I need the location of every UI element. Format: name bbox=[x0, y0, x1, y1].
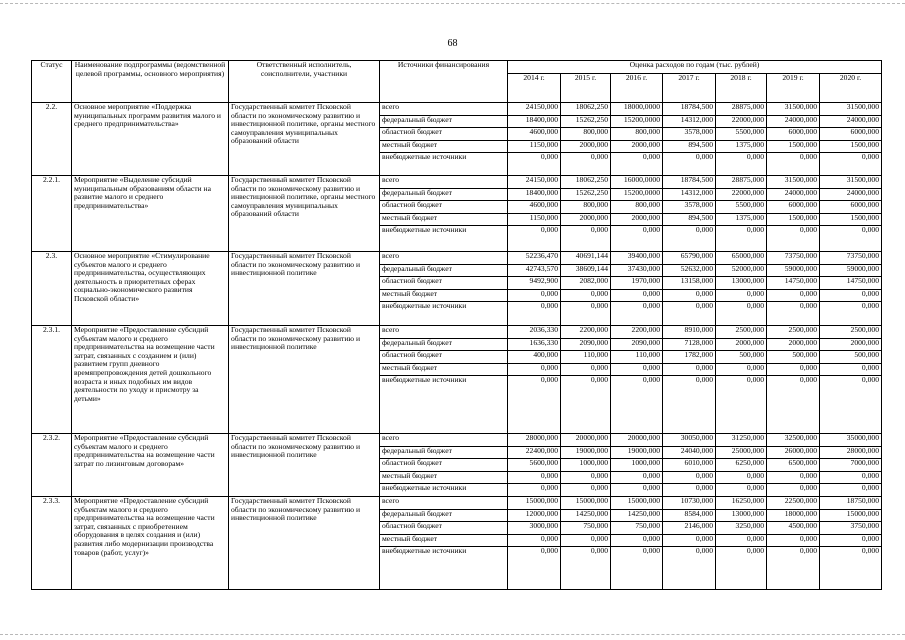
amount-cell: 0,000 bbox=[611, 364, 663, 376]
amount-cell: 2090,000 bbox=[611, 339, 663, 351]
amount-cell: 7128,000 bbox=[663, 339, 716, 351]
amount-cell: 3578,000 bbox=[663, 201, 716, 214]
amount-cell: 3250,000 bbox=[716, 522, 767, 535]
amount-cell: 0,000 bbox=[611, 290, 663, 302]
amount-cell: 0,000 bbox=[767, 484, 820, 497]
source-cell: областной бюджет bbox=[380, 522, 508, 535]
amount-cell: 22400,000 bbox=[508, 447, 561, 459]
amount-cell: 1500,000 bbox=[767, 214, 820, 226]
amount-cell: 0,000 bbox=[561, 472, 611, 484]
source-cell: федеральный бюджет bbox=[380, 265, 508, 277]
amount-cell: 18400,000 bbox=[508, 116, 561, 128]
executor-cell: Государственный комитет Псковской области по экономическому развитию и инвестиционной политике bbox=[229, 434, 380, 497]
amount-cell: 18400,000 bbox=[508, 189, 561, 201]
amount-cell: 4600,000 bbox=[508, 128, 561, 141]
amount-cell: 28000,000 bbox=[820, 447, 882, 459]
amount-cell: 0,000 bbox=[611, 302, 663, 326]
amount-cell: 73750,000 bbox=[767, 252, 820, 265]
amount-cell: 0,000 bbox=[508, 290, 561, 302]
amount-cell: 52000,000 bbox=[716, 265, 767, 277]
amount-cell: 22000,000 bbox=[716, 189, 767, 201]
table-row bbox=[32, 434, 882, 447]
amount-cell: 31500,000 bbox=[820, 176, 882, 189]
top-scan-edge bbox=[0, 3, 905, 4]
status-cell: 2.3. bbox=[32, 252, 72, 326]
amount-cell: 1375,000 bbox=[716, 214, 767, 226]
amount-cell: 2500,000 bbox=[716, 326, 767, 339]
amount-cell: 0,000 bbox=[561, 226, 611, 252]
amount-cell: 31500,000 bbox=[767, 176, 820, 189]
source-cell: областной бюджет bbox=[380, 201, 508, 214]
amount-cell: 0,000 bbox=[663, 547, 716, 590]
amount-cell: 28875,000 bbox=[716, 103, 767, 116]
amount-cell: 894,500 bbox=[663, 141, 716, 153]
amount-cell: 0,000 bbox=[508, 376, 561, 434]
source-cell: федеральный бюджет bbox=[380, 447, 508, 459]
name-cell: Мероприятие «Предоставление субсидий субъектам малого и среднего предпринимательства на возмещение части затрат, связанных с приобретением оборудования в целях создания и (или) развития либо модернизации производства товаров (работ, услуг)» bbox=[72, 497, 229, 590]
amount-cell: 18000,000 bbox=[767, 510, 820, 522]
amount-cell: 0,000 bbox=[508, 302, 561, 326]
amount-cell: 37430,000 bbox=[611, 265, 663, 277]
amount-cell: 24000,000 bbox=[767, 189, 820, 201]
name-cell: Мероприятие «Выделение субсидий муниципальным образованиям области на развитие малого и среднего предпринимательства» bbox=[72, 176, 229, 252]
amount-cell: 18750,000 bbox=[820, 497, 882, 510]
amount-cell: 20000,000 bbox=[611, 434, 663, 447]
amount-cell: 2082,000 bbox=[561, 277, 611, 290]
amount-cell: 0,000 bbox=[767, 376, 820, 434]
source-cell: всего bbox=[380, 497, 508, 510]
amount-cell: 1150,000 bbox=[508, 141, 561, 153]
source-cell: всего bbox=[380, 326, 508, 339]
executor-cell: Государственный комитет Псковской области по экономическому развитию и инвестиционной политике, органы местного самоуправления муниципальных образований области bbox=[229, 103, 380, 176]
amount-cell: 1150,000 bbox=[508, 214, 561, 226]
amount-cell: 0,000 bbox=[716, 484, 767, 497]
amount-cell: 25000,000 bbox=[716, 447, 767, 459]
amount-cell: 2090,000 bbox=[561, 339, 611, 351]
name-cell: Основное мероприятие «Стимулирование субъектов малого и среднего предпринимательства, осуществляющих деятельность в приоритетных сферах социально-экономического развития Псковской области» bbox=[72, 252, 229, 326]
amount-cell: 5600,000 bbox=[508, 459, 561, 472]
amount-cell: 0,000 bbox=[767, 226, 820, 252]
amount-cell: 0,000 bbox=[716, 472, 767, 484]
amount-cell: 750,000 bbox=[561, 522, 611, 535]
source-cell: местный бюджет bbox=[380, 214, 508, 226]
status-cell: 2.2. bbox=[32, 103, 72, 176]
amount-cell: 2000,000 bbox=[820, 339, 882, 351]
amount-cell: 0,000 bbox=[716, 290, 767, 302]
amount-cell: 0,000 bbox=[767, 535, 820, 547]
amount-cell: 1500,000 bbox=[767, 141, 820, 153]
amount-cell: 15000,000 bbox=[820, 510, 882, 522]
amount-cell: 16000,0000 bbox=[611, 176, 663, 189]
amount-cell: 2036,330 bbox=[508, 326, 561, 339]
amount-cell: 32500,000 bbox=[767, 434, 820, 447]
bottom-scan-edge bbox=[0, 634, 905, 635]
amount-cell: 14750,000 bbox=[767, 277, 820, 290]
amount-cell: 0,000 bbox=[767, 472, 820, 484]
name-cell: Мероприятие «Предоставление субсидий субъектам малого и среднего предпринимательства на возмещение части затрат, связанных с созданием и (или) развитием групп дневного времяпрепровождения детей дошкольного возраста и иных подобных им видов деятельности по уходу и присмотру за детьми» bbox=[72, 326, 229, 434]
amount-cell: 20000,000 bbox=[561, 434, 611, 447]
amount-cell: 0,000 bbox=[508, 472, 561, 484]
amount-cell: 0,000 bbox=[767, 302, 820, 326]
amount-cell: 0,000 bbox=[716, 535, 767, 547]
header-status: Статус bbox=[32, 61, 72, 103]
amount-cell: 0,000 bbox=[663, 472, 716, 484]
source-cell: областной бюджет bbox=[380, 459, 508, 472]
amount-cell: 4500,000 bbox=[767, 522, 820, 535]
amount-cell: 15200,0000 bbox=[611, 189, 663, 201]
amount-cell: 800,000 bbox=[561, 201, 611, 214]
header-source: Источники финансирования bbox=[380, 61, 508, 103]
amount-cell: 2000,000 bbox=[767, 339, 820, 351]
source-cell: областной бюджет bbox=[380, 351, 508, 364]
amount-cell: 0,000 bbox=[611, 226, 663, 252]
amount-cell: 800,000 bbox=[611, 201, 663, 214]
amount-cell: 0,000 bbox=[611, 547, 663, 590]
amount-cell: 1970,000 bbox=[611, 277, 663, 290]
amount-cell: 4600,000 bbox=[508, 201, 561, 214]
header-year: 2014 г. bbox=[508, 74, 561, 103]
amount-cell: 2500,000 bbox=[767, 326, 820, 339]
table-row bbox=[32, 497, 882, 510]
header-year: 2019 г. bbox=[767, 74, 820, 103]
amount-cell: 0,000 bbox=[716, 376, 767, 434]
amount-cell: 18062,250 bbox=[561, 103, 611, 116]
amount-cell: 22500,000 bbox=[767, 497, 820, 510]
amount-cell: 18784,500 bbox=[663, 176, 716, 189]
amount-cell: 2000,000 bbox=[611, 141, 663, 153]
amount-cell: 16250,000 bbox=[716, 497, 767, 510]
source-cell: всего bbox=[380, 176, 508, 189]
amount-cell: 10730,000 bbox=[663, 497, 716, 510]
amount-cell: 500,000 bbox=[716, 351, 767, 364]
amount-cell: 15262,250 bbox=[561, 189, 611, 201]
amount-cell: 400,000 bbox=[508, 351, 561, 364]
amount-cell: 0,000 bbox=[508, 484, 561, 497]
amount-cell: 0,000 bbox=[663, 290, 716, 302]
amount-cell: 0,000 bbox=[716, 364, 767, 376]
amount-cell: 40691,144 bbox=[561, 252, 611, 265]
page-number: 68 bbox=[447, 38, 458, 49]
amount-cell: 8584,000 bbox=[663, 510, 716, 522]
amount-cell: 0,000 bbox=[716, 226, 767, 252]
amount-cell: 8910,000 bbox=[663, 326, 716, 339]
amount-cell: 1636,330 bbox=[508, 339, 561, 351]
amount-cell: 24000,000 bbox=[820, 116, 882, 128]
amount-cell: 3578,000 bbox=[663, 128, 716, 141]
executor-cell: Государственный комитет Псковской области по экономическому развитию и инвестиционной политике, органы местного самоуправления муниципальных образований области bbox=[229, 176, 380, 252]
header-year: 2017 г. bbox=[663, 74, 716, 103]
amount-cell: 0,000 bbox=[611, 153, 663, 176]
name-cell: Основное мероприятие «Поддержка муниципальных программ развития малого и среднего предпринимательства» bbox=[72, 103, 229, 176]
amount-cell: 0,000 bbox=[561, 547, 611, 590]
amount-cell: 500,000 bbox=[820, 351, 882, 364]
amount-cell: 2200,000 bbox=[611, 326, 663, 339]
source-cell: внебюджетные источники bbox=[380, 376, 508, 434]
amount-cell: 22000,000 bbox=[716, 116, 767, 128]
source-cell: всего bbox=[380, 252, 508, 265]
amount-cell: 0,000 bbox=[663, 484, 716, 497]
source-cell: внебюджетные источники bbox=[380, 226, 508, 252]
amount-cell: 2500,000 bbox=[820, 326, 882, 339]
amount-cell: 0,000 bbox=[820, 376, 882, 434]
source-cell: внебюджетные источники bbox=[380, 547, 508, 590]
amount-cell: 0,000 bbox=[820, 547, 882, 590]
status-cell: 2.3.1. bbox=[32, 326, 72, 434]
amount-cell: 19000,000 bbox=[611, 447, 663, 459]
header-year: 2018 г. bbox=[716, 74, 767, 103]
source-cell: внебюджетные источники bbox=[380, 302, 508, 326]
name-cell: Мероприятие «Предоставление субсидий субъектам малого и среднего предпринимательства на возмещение части затрат по лизинговым договорам» bbox=[72, 434, 229, 497]
amount-cell: 14250,000 bbox=[611, 510, 663, 522]
amount-cell: 0,000 bbox=[508, 547, 561, 590]
amount-cell: 0,000 bbox=[508, 226, 561, 252]
source-cell: внебюджетные источники bbox=[380, 484, 508, 497]
amount-cell: 1375,000 bbox=[716, 141, 767, 153]
source-cell: местный бюджет bbox=[380, 364, 508, 376]
amount-cell: 24150,000 bbox=[508, 103, 561, 116]
amount-cell: 800,000 bbox=[611, 128, 663, 141]
amount-cell: 2000,000 bbox=[611, 214, 663, 226]
amount-cell: 24000,000 bbox=[767, 116, 820, 128]
amount-cell: 0,000 bbox=[820, 153, 882, 176]
amount-cell: 0,000 bbox=[561, 484, 611, 497]
amount-cell: 9492,900 bbox=[508, 277, 561, 290]
source-cell: всего bbox=[380, 103, 508, 116]
amount-cell: 31250,000 bbox=[716, 434, 767, 447]
amount-cell: 110,000 bbox=[611, 351, 663, 364]
executor-cell: Государственный комитет Псковской области по экономическому развитию и инвестиционной политике bbox=[229, 326, 380, 434]
amount-cell: 30050,000 bbox=[663, 434, 716, 447]
amount-cell: 15000,000 bbox=[611, 497, 663, 510]
amount-cell: 0,000 bbox=[820, 302, 882, 326]
source-cell: федеральный бюджет bbox=[380, 510, 508, 522]
amount-cell: 6000,000 bbox=[767, 128, 820, 141]
amount-cell: 6500,000 bbox=[767, 459, 820, 472]
amount-cell: 6250,000 bbox=[716, 459, 767, 472]
source-cell: областной бюджет bbox=[380, 128, 508, 141]
amount-cell: 24000,000 bbox=[820, 189, 882, 201]
amount-cell: 7000,000 bbox=[820, 459, 882, 472]
amount-cell: 14750,000 bbox=[820, 277, 882, 290]
amount-cell: 0,000 bbox=[663, 364, 716, 376]
amount-cell: 13000,000 bbox=[716, 277, 767, 290]
amount-cell: 24150,000 bbox=[508, 176, 561, 189]
amount-cell: 0,000 bbox=[508, 364, 561, 376]
amount-cell: 12000,000 bbox=[508, 510, 561, 522]
amount-cell: 6000,000 bbox=[820, 128, 882, 141]
executor-cell: Государственный комитет Псковской области по экономическому развитию и инвестиционной политике bbox=[229, 497, 380, 590]
amount-cell: 500,000 bbox=[767, 351, 820, 364]
amount-cell: 59000,000 bbox=[767, 265, 820, 277]
amount-cell: 894,500 bbox=[663, 214, 716, 226]
amount-cell: 14312,000 bbox=[663, 116, 716, 128]
header-year: 2016 г. bbox=[611, 74, 663, 103]
amount-cell: 800,000 bbox=[561, 128, 611, 141]
amount-cell: 13158,000 bbox=[663, 277, 716, 290]
amount-cell: 0,000 bbox=[820, 484, 882, 497]
amount-cell: 19000,000 bbox=[561, 447, 611, 459]
source-cell: федеральный бюджет bbox=[380, 189, 508, 201]
status-cell: 2.3.2. bbox=[32, 434, 72, 497]
amount-cell: 1782,000 bbox=[663, 351, 716, 364]
amount-cell: 0,000 bbox=[611, 472, 663, 484]
amount-cell: 1500,000 bbox=[820, 141, 882, 153]
amount-cell: 5500,000 bbox=[716, 128, 767, 141]
amount-cell: 0,000 bbox=[663, 302, 716, 326]
amount-cell: 15000,000 bbox=[508, 497, 561, 510]
amount-cell: 59000,000 bbox=[820, 265, 882, 277]
source-cell: федеральный бюджет bbox=[380, 116, 508, 128]
amount-cell: 35000,000 bbox=[820, 434, 882, 447]
amount-cell: 0,000 bbox=[820, 472, 882, 484]
amount-cell: 0,000 bbox=[820, 290, 882, 302]
expenditure-table bbox=[31, 60, 882, 590]
table-row bbox=[32, 103, 882, 116]
table-row bbox=[32, 326, 882, 339]
amount-cell: 52632,000 bbox=[663, 265, 716, 277]
amount-cell: 0,000 bbox=[820, 364, 882, 376]
status-cell: 2.3.3. bbox=[32, 497, 72, 590]
amount-cell: 3750,000 bbox=[820, 522, 882, 535]
amount-cell: 0,000 bbox=[767, 290, 820, 302]
amount-cell: 0,000 bbox=[663, 535, 716, 547]
source-cell: федеральный бюджет bbox=[380, 339, 508, 351]
amount-cell: 38609,144 bbox=[561, 265, 611, 277]
source-cell: всего bbox=[380, 434, 508, 447]
amount-cell: 0,000 bbox=[663, 376, 716, 434]
amount-cell: 0,000 bbox=[561, 376, 611, 434]
source-cell: местный бюджет bbox=[380, 141, 508, 153]
amount-cell: 13000,000 bbox=[716, 510, 767, 522]
source-cell: местный бюджет bbox=[380, 290, 508, 302]
header-year: 2020 г. bbox=[820, 74, 882, 103]
source-cell: местный бюджет bbox=[380, 535, 508, 547]
amount-cell: 0,000 bbox=[561, 290, 611, 302]
amount-cell: 2146,000 bbox=[663, 522, 716, 535]
amount-cell: 1500,000 bbox=[820, 214, 882, 226]
amount-cell: 0,000 bbox=[716, 547, 767, 590]
header-year: 2015 г. bbox=[561, 74, 611, 103]
executor-cell: Государственный комитет Псковской области по экономическому развитию и инвестиционной политике bbox=[229, 252, 380, 326]
header-name: Наименование подпрограммы (ведомственной целевой программы, основного мероприятия) bbox=[72, 61, 229, 103]
amount-cell: 6010,000 bbox=[663, 459, 716, 472]
amount-cell: 28000,000 bbox=[508, 434, 561, 447]
amount-cell: 15000,000 bbox=[561, 497, 611, 510]
amount-cell: 750,000 bbox=[611, 522, 663, 535]
table-row bbox=[32, 252, 882, 265]
amount-cell: 3000,000 bbox=[508, 522, 561, 535]
amount-cell: 24040,000 bbox=[663, 447, 716, 459]
source-cell: внебюджетные источники bbox=[380, 153, 508, 176]
amount-cell: 14312,000 bbox=[663, 189, 716, 201]
amount-cell: 0,000 bbox=[663, 226, 716, 252]
source-cell: местный бюджет bbox=[380, 472, 508, 484]
amount-cell: 0,000 bbox=[767, 547, 820, 590]
header-executor: Ответственный исполнитель, соисполнители, участники bbox=[229, 61, 380, 103]
amount-cell: 5500,000 bbox=[716, 201, 767, 214]
amount-cell: 73750,000 bbox=[820, 252, 882, 265]
amount-cell: 28875,000 bbox=[716, 176, 767, 189]
amount-cell: 2000,000 bbox=[561, 141, 611, 153]
amount-cell: 65790,000 bbox=[663, 252, 716, 265]
amount-cell: 2200,000 bbox=[561, 326, 611, 339]
amount-cell: 26000,000 bbox=[767, 447, 820, 459]
amount-cell: 6000,000 bbox=[767, 201, 820, 214]
amount-cell: 2000,000 bbox=[716, 339, 767, 351]
amount-cell: 42743,570 bbox=[508, 265, 561, 277]
amount-cell: 0,000 bbox=[820, 535, 882, 547]
amount-cell: 0,000 bbox=[716, 302, 767, 326]
header-estimate: Оценка расходов по годам (тыс. рублей) bbox=[508, 61, 882, 74]
amount-cell: 2000,000 bbox=[561, 214, 611, 226]
amount-cell: 18784,500 bbox=[663, 103, 716, 116]
amount-cell: 15200,0000 bbox=[611, 116, 663, 128]
amount-cell: 0,000 bbox=[611, 484, 663, 497]
amount-cell: 0,000 bbox=[767, 153, 820, 176]
table-row bbox=[32, 176, 882, 189]
amount-cell: 6000,000 bbox=[820, 201, 882, 214]
source-cell: областной бюджет bbox=[380, 277, 508, 290]
table-body bbox=[32, 103, 882, 590]
amount-cell: 52236,470 bbox=[508, 252, 561, 265]
amount-cell: 0,000 bbox=[820, 226, 882, 252]
amount-cell: 15262,250 bbox=[561, 116, 611, 128]
amount-cell: 0,000 bbox=[561, 364, 611, 376]
amount-cell: 31500,000 bbox=[767, 103, 820, 116]
amount-cell: 18062,250 bbox=[561, 176, 611, 189]
amount-cell: 0,000 bbox=[716, 153, 767, 176]
amount-cell: 0,000 bbox=[767, 364, 820, 376]
amount-cell: 31500,000 bbox=[820, 103, 882, 116]
amount-cell: 0,000 bbox=[561, 302, 611, 326]
amount-cell: 0,000 bbox=[561, 535, 611, 547]
amount-cell: 65000,000 bbox=[716, 252, 767, 265]
status-cell: 2.2.1. bbox=[32, 176, 72, 252]
amount-cell: 0,000 bbox=[508, 535, 561, 547]
amount-cell: 1000,000 bbox=[611, 459, 663, 472]
amount-cell: 39400,000 bbox=[611, 252, 663, 265]
amount-cell: 0,000 bbox=[663, 153, 716, 176]
amount-cell: 0,000 bbox=[561, 153, 611, 176]
amount-cell: 0,000 bbox=[611, 535, 663, 547]
amount-cell: 18000,0000 bbox=[611, 103, 663, 116]
amount-cell: 1000,000 bbox=[561, 459, 611, 472]
amount-cell: 110,000 bbox=[561, 351, 611, 364]
amount-cell: 14250,000 bbox=[561, 510, 611, 522]
amount-cell: 0,000 bbox=[611, 376, 663, 434]
amount-cell: 0,000 bbox=[508, 153, 561, 176]
